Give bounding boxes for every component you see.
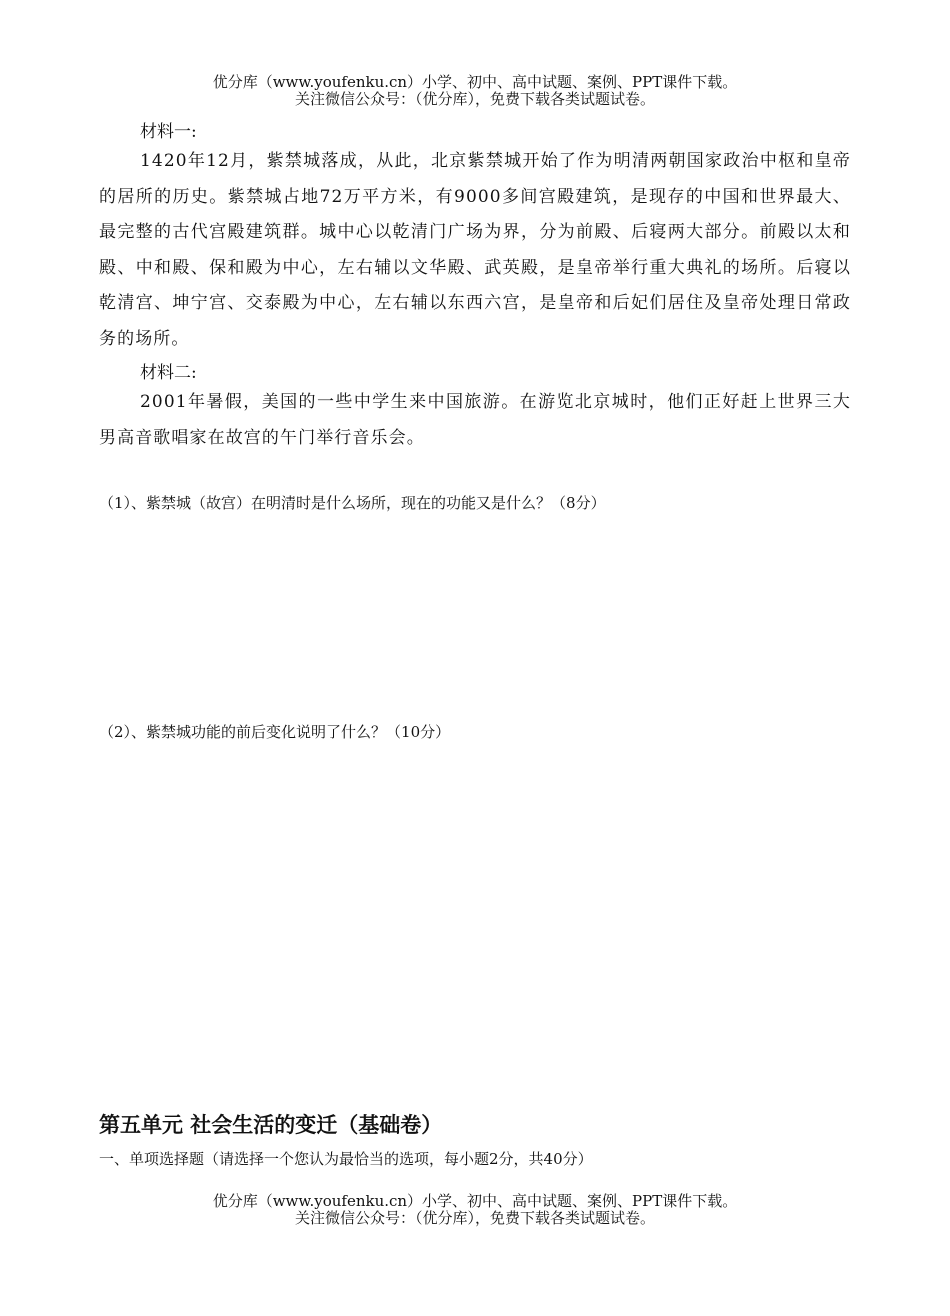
question-2: （2）、紫禁城功能的前后变化说明了什么？（10分） xyxy=(99,723,451,741)
header-line-2: 关注微信公众号：（优分库），免费下载各类试题试卷。 xyxy=(294,90,655,108)
section-subtitle: 一、单项选择题（请选择一个您认为最恰当的选项，每小题2分，共40分） xyxy=(99,1150,593,1168)
section-title: 第五单元 社会生活的变迁（基础卷） xyxy=(99,1113,443,1137)
material-1-paragraph: 1420年12月，紫禁城落成，从此，北京紫禁城开始了作为明清两朝国家政治中枢和皇帝的居所的历史。紫禁城占地72万平方米，有9000多间宫殿建筑，是现存的中国和世界最大、最完整的古代宫殿建筑群。城中心以乾清门广场为界，分为前殿、后寝两大部分。前殿以太和殿、中和殿、保和殿为中心，左右辅以文华殿、武英殿，是皇帝举行重大典礼的场所。后寝以乾清宫、坤宁宫、交泰殿为中心，左右辅以东西六宫，是皇帝和后妃们居住及皇帝处理日常政务的场所。 xyxy=(99,151,851,349)
question-1: （1）、紫禁城（故宫）在明清时是什么场所，现在的功能又是什么？（8分） xyxy=(99,494,606,512)
footer-line-2: 关注微信公众号：（优分库），免费下载各类试题试卷。 xyxy=(294,1209,655,1227)
page-header xyxy=(0,74,950,108)
footer-line-1: 优分库（www.youfenku.cn）小学、初中、高中试题、案例、PPT课件下载。 xyxy=(212,1192,738,1210)
page-footer xyxy=(0,1193,950,1227)
header-line-1: 优分库（www.youfenku.cn）小学、初中、高中试题、案例、PPT课件下载。 xyxy=(212,73,738,91)
material-2-label: 材料二: xyxy=(140,363,197,383)
material-1-label: 材料一: xyxy=(140,122,197,142)
material-2-paragraph: 2001年暑假，美国的一些中学生来中国旅游。在游览北京城时，他们正好赶上世界三大男高音歌唱家在故宫的午门举行音乐会。 xyxy=(99,392,851,448)
